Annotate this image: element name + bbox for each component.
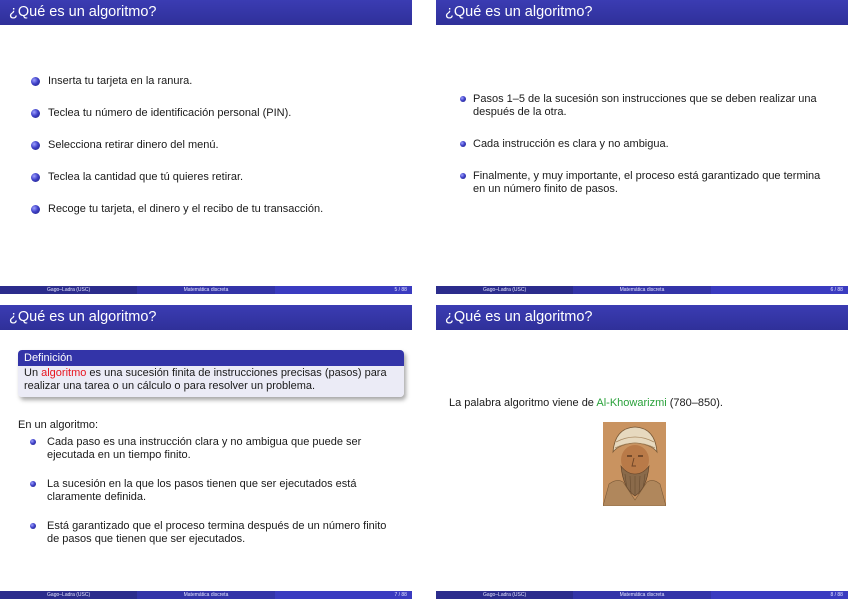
slide-footer <box>0 286 412 294</box>
definition-heading: Definición <box>18 350 404 366</box>
list-item: Pasos 1–5 de la sucesión son instrucciones que se deben realizar una después de la otra. <box>460 93 835 119</box>
definition-body: Un algoritmo es una sucesión finita de instrucciones precisas (pasos) para realizar una tarea o un cálculo o para resolver un problema. <box>18 366 404 397</box>
slide-8 <box>436 305 848 599</box>
bullet-ball-icon <box>31 173 40 182</box>
link-al-khowarizmi[interactable]: Al-Khowarizmi <box>596 397 667 409</box>
bullet-ball-icon <box>460 96 466 102</box>
footer-course: Matemática discreta <box>573 286 711 294</box>
definition-block <box>18 350 404 397</box>
bullet-ball-icon <box>31 205 40 214</box>
slide-footer <box>0 591 412 599</box>
list-item: Teclea tu número de identificación personal (PIN). <box>31 107 323 120</box>
list-item: Recoge tu tarjeta, el dinero y el recibo de tu transacción. <box>31 203 323 216</box>
footer-author: Gago–Ladra (USC) <box>0 591 137 599</box>
bullet-list <box>30 436 400 562</box>
bullet-list <box>460 93 835 215</box>
bullet-ball-icon <box>460 173 466 179</box>
bullet-ball-icon <box>30 523 36 529</box>
term-algoritmo: algoritmo <box>41 367 87 379</box>
slide-5 <box>0 0 412 294</box>
bullet-list <box>31 75 323 235</box>
list-item: Cada instrucción es clara y no ambigua. <box>460 138 835 151</box>
slide-7 <box>0 305 412 599</box>
slide-title: ¿Qué es un algoritmo? <box>436 305 848 330</box>
footer-course: Matemática discreta <box>573 591 711 599</box>
bullet-ball-icon <box>460 141 466 147</box>
slide-title: ¿Qué es un algoritmo? <box>0 305 412 330</box>
slide-title: ¿Qué es un algoritmo? <box>436 0 848 25</box>
list-item: La sucesión en la que los pasos tienen que ser ejecutados está claramente definida. <box>30 478 400 504</box>
slide-title: ¿Qué es un algoritmo? <box>0 0 412 25</box>
bullet-ball-icon <box>31 141 40 150</box>
etymology-text: La palabra algoritmo viene de Al-Khowarizmi (780–850). <box>449 397 723 409</box>
footer-course: Matemática discreta <box>137 286 275 294</box>
footer-page: 6 / 88 <box>711 286 848 294</box>
portrait-illustration <box>603 422 666 506</box>
slide-footer <box>436 591 848 599</box>
list-item: Cada paso es una instrucción clara y no ambigua que puede ser ejecutada en un tiempo finito. <box>30 436 400 462</box>
list-item: Finalmente, y muy importante, el proceso está garantizado que termina en un número finito de pasos. <box>460 170 835 196</box>
bullet-ball-icon <box>30 439 36 445</box>
footer-course: Matemática discreta <box>137 591 275 599</box>
bullet-ball-icon <box>31 77 40 86</box>
footer-page: 8 / 88 <box>711 591 848 599</box>
list-item: Selecciona retirar dinero del menú. <box>31 139 323 152</box>
list-item: Inserta tu tarjeta en la ranura. <box>31 75 323 88</box>
al-khowarizmi-portrait <box>603 422 666 506</box>
slide-footer <box>436 286 848 294</box>
bullet-ball-icon <box>30 481 36 487</box>
footer-author: Gago–Ladra (USC) <box>0 286 137 294</box>
footer-page: 7 / 88 <box>275 591 412 599</box>
list-item: Teclea la cantidad que tú quieres retirar. <box>31 171 323 184</box>
intro-text: En un algoritmo: <box>18 419 99 431</box>
slide-6 <box>436 0 848 294</box>
list-item: Está garantizado que el proceso termina después de un número finito de pasos que tienen que ser ejecutados. <box>30 520 400 546</box>
footer-page: 5 / 88 <box>275 286 412 294</box>
footer-author: Gago–Ladra (USC) <box>436 286 573 294</box>
bullet-ball-icon <box>31 109 40 118</box>
footer-author: Gago–Ladra (USC) <box>436 591 573 599</box>
